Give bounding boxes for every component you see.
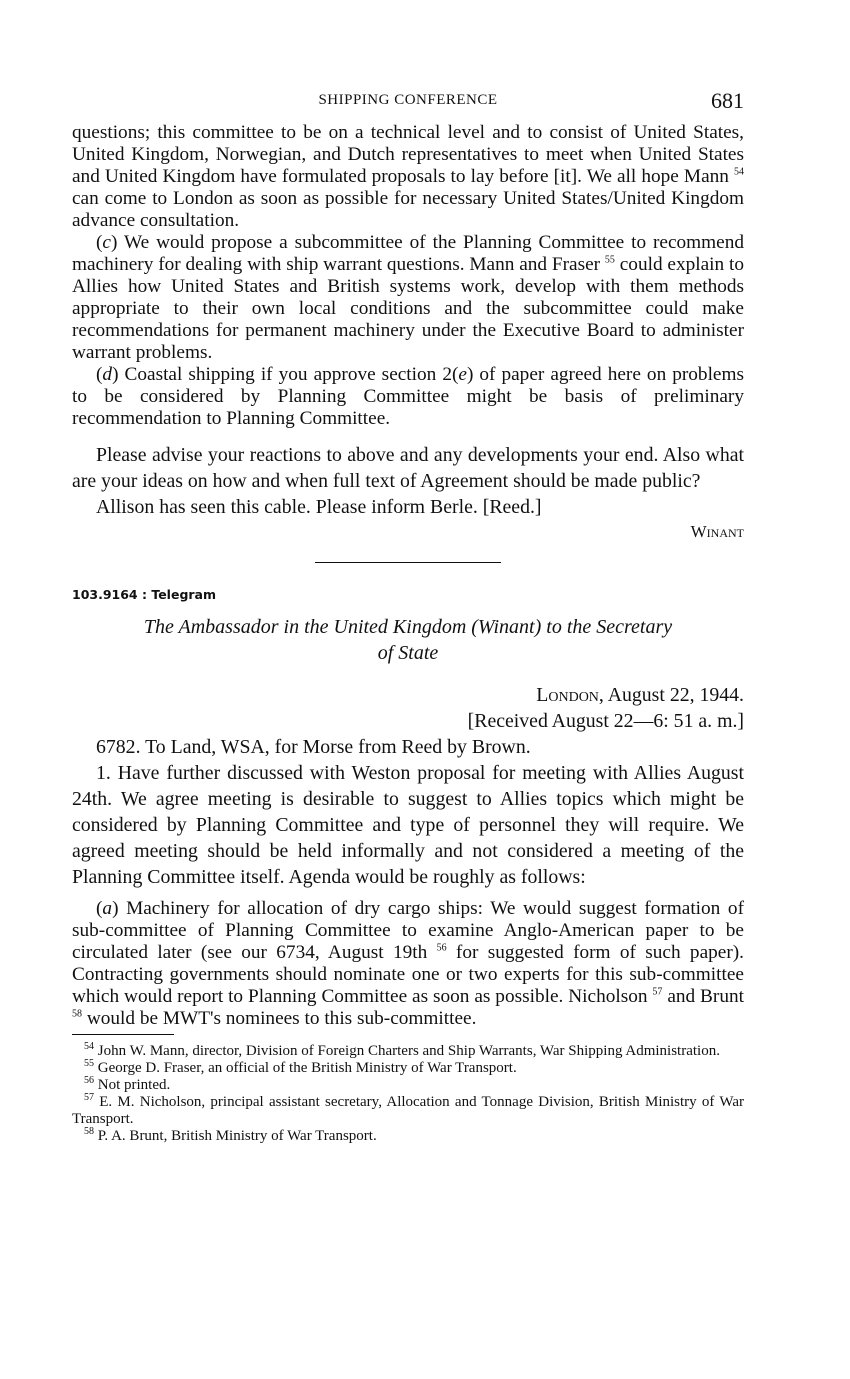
footnote-56: [72, 1077, 744, 1094]
footnote-number: 55: [84, 1058, 94, 1069]
footnote-ref-56[interactable]: 56: [436, 942, 447, 954]
signature: Winant: [690, 522, 744, 541]
text-segment: can come to London as soon as possible for necessary United States/United Kingdom advance consultation.: [72, 188, 744, 231]
item-d-paragraph: (d) Coastal shipping if you approve section 2(e) of paper agreed here on problems to be considered by Planning Committee might be basis of preliminary recommendation to Planning Committee.: [72, 364, 744, 429]
footnote-text: Not printed.: [97, 1077, 171, 1093]
document-title: [72, 614, 744, 666]
text-segment: would be MWT's nominees to this sub-committee.: [86, 1008, 477, 1029]
footnote-57: [72, 1094, 744, 1128]
text-segment: and Brunt: [667, 986, 744, 1007]
item-c-paragraph: (c) We would propose a subcommittee of the Planning Committee to recommend machinery for dealing with ship warrant questions. Mann and Fraser $^{55}$ could explain to Allies how United States and British systems work, develop with them methods appropriate to their own local conditions and the subcommittee could make recommendations for permanent machinery under the Executive Board to administer warrant problems.: [72, 232, 744, 363]
telegram-address: 6782. To Land, WSA, for Morse from Reed by Brown.: [96, 736, 531, 758]
item-c-label: c: [102, 232, 111, 253]
footnote-ref-57[interactable]: 57: [652, 986, 663, 998]
footnote-text: George D. Fraser, an official of the British Ministry of War Transport.: [97, 1060, 517, 1076]
text-segment: ) of paper agreed here on problems to be considered by Planning Committee might be basis of preliminary recommendation to Planning Committee.: [72, 364, 744, 429]
text-segment: Machinery for allocation of dry cargo ships: We would suggest formation of sub-committee of Planning Committee to examine Anglo-American paper to be circulated later (see our 6734, August 19th: [72, 898, 744, 963]
footnote-ref-54[interactable]: 54: [734, 166, 744, 178]
document-page: [72, 88, 744, 1145]
footnote-ref-55[interactable]: 55: [604, 254, 615, 266]
document-title-line-1: The Ambassador in the United Kingdom (Winant) to the Secretary: [143, 616, 673, 638]
file-reference: 103.9164 : Telegram: [72, 587, 217, 602]
running-head: [72, 88, 744, 116]
dateline-date: , August 22, 1944.: [598, 684, 744, 706]
item-a-paragraph: (a) Machinery for allocation of dry cargo ships: We would suggest formation of sub-committee of Planning Committee to examine Anglo-American paper to be circulated later (see our 6734, August 19th $^{56}$ for suggested form of such paper). Contracting governments should nominate one or two experts for this sub-committee which would report to Planning Committee as soon as possible. Nicholson $^{57}$ and Brunt $^{58}$ would be MWT's nominees to this sub-committee.: [72, 898, 744, 1029]
footnote-55: [72, 1060, 744, 1077]
running-title: SHIPPING CONFERENCE: [318, 92, 498, 108]
received-line: [Received August 22—6: 51 a. m.]: [467, 710, 744, 732]
text-segment: questions; this committee to be on a technical level and to consist of United States, United Kingdom, Norwegian, and Dutch representatives to meet when United States and United Kingdom have formulated proposals to lay before [it]. We all hope Mann: [72, 122, 744, 187]
telegram-paragraph-1: 1. Have further discussed with Weston proposal for meeting with Allies August 24th. We agree meeting is desirable to suggest to Allies topics which might be considered by Planning Committee and type of personnel they will require. We agreed meeting should be held informally and not considered a meeting of the Planning Committee itself. Agenda would be roughly as follows:: [72, 762, 744, 888]
footnote-number: 57: [84, 1092, 94, 1103]
footnotes: [72, 1043, 744, 1145]
please-advise-paragraph: Please advise your reactions to above and any developments your end. Also what are your ideas on how and when full text of Agreement should be made public?: [72, 444, 744, 492]
page-number: 681: [711, 88, 744, 113]
footnote-text: E. M. Nicholson, principal assistant secretary, Allocation and Tonnage Division, British Ministry of War Transport.: [72, 1094, 744, 1127]
dateline-place: London: [536, 684, 599, 706]
document-title-line-2: of State: [377, 642, 439, 664]
text-segment: Coastal shipping if you approve section 2(: [124, 364, 459, 385]
footnote-number: 56: [84, 1075, 94, 1086]
continuation-paragraph: [72, 122, 744, 232]
section-divider: [315, 562, 501, 563]
footnote-54: [72, 1043, 744, 1060]
text-segment: could explain to Allies how United States and British systems work, develop with them methods appropriate to their own local conditions and the subcommittee could make recommendations for permanent machinery under the Executive Board to administer warrant problems.: [72, 254, 744, 363]
text-segment: for suggested form of such paper). Contracting governments should nominate one or two experts for this sub-committee which would report to Planning Committee as soon as possible. Nicholson: [72, 942, 744, 1007]
footnote-text: John W. Mann, director, Division of Foreign Charters and Ship Warrants, War Shipping Administration.: [97, 1043, 720, 1059]
footnote-divider: [72, 1034, 174, 1035]
footnote-number: 54: [84, 1041, 94, 1052]
allison-paragraph: Allison has seen this cable. Please inform Berle. [Reed.]: [96, 496, 542, 518]
footnote-58: [72, 1128, 744, 1145]
item-a-label: a: [102, 898, 113, 919]
dateline: [72, 682, 744, 708]
section-letter: e: [458, 364, 467, 385]
footnote-number: 58: [84, 1126, 94, 1137]
item-d-label: d: [102, 364, 113, 385]
footnote-text: P. A. Brunt, British Ministry of War Transport.: [97, 1128, 377, 1144]
footnote-ref-58[interactable]: 58: [72, 1008, 82, 1020]
text-segment: We would propose a subcommittee of the Planning Committee to recommend machinery for dealing with ship warrant questions. Mann and Fraser: [72, 232, 744, 275]
